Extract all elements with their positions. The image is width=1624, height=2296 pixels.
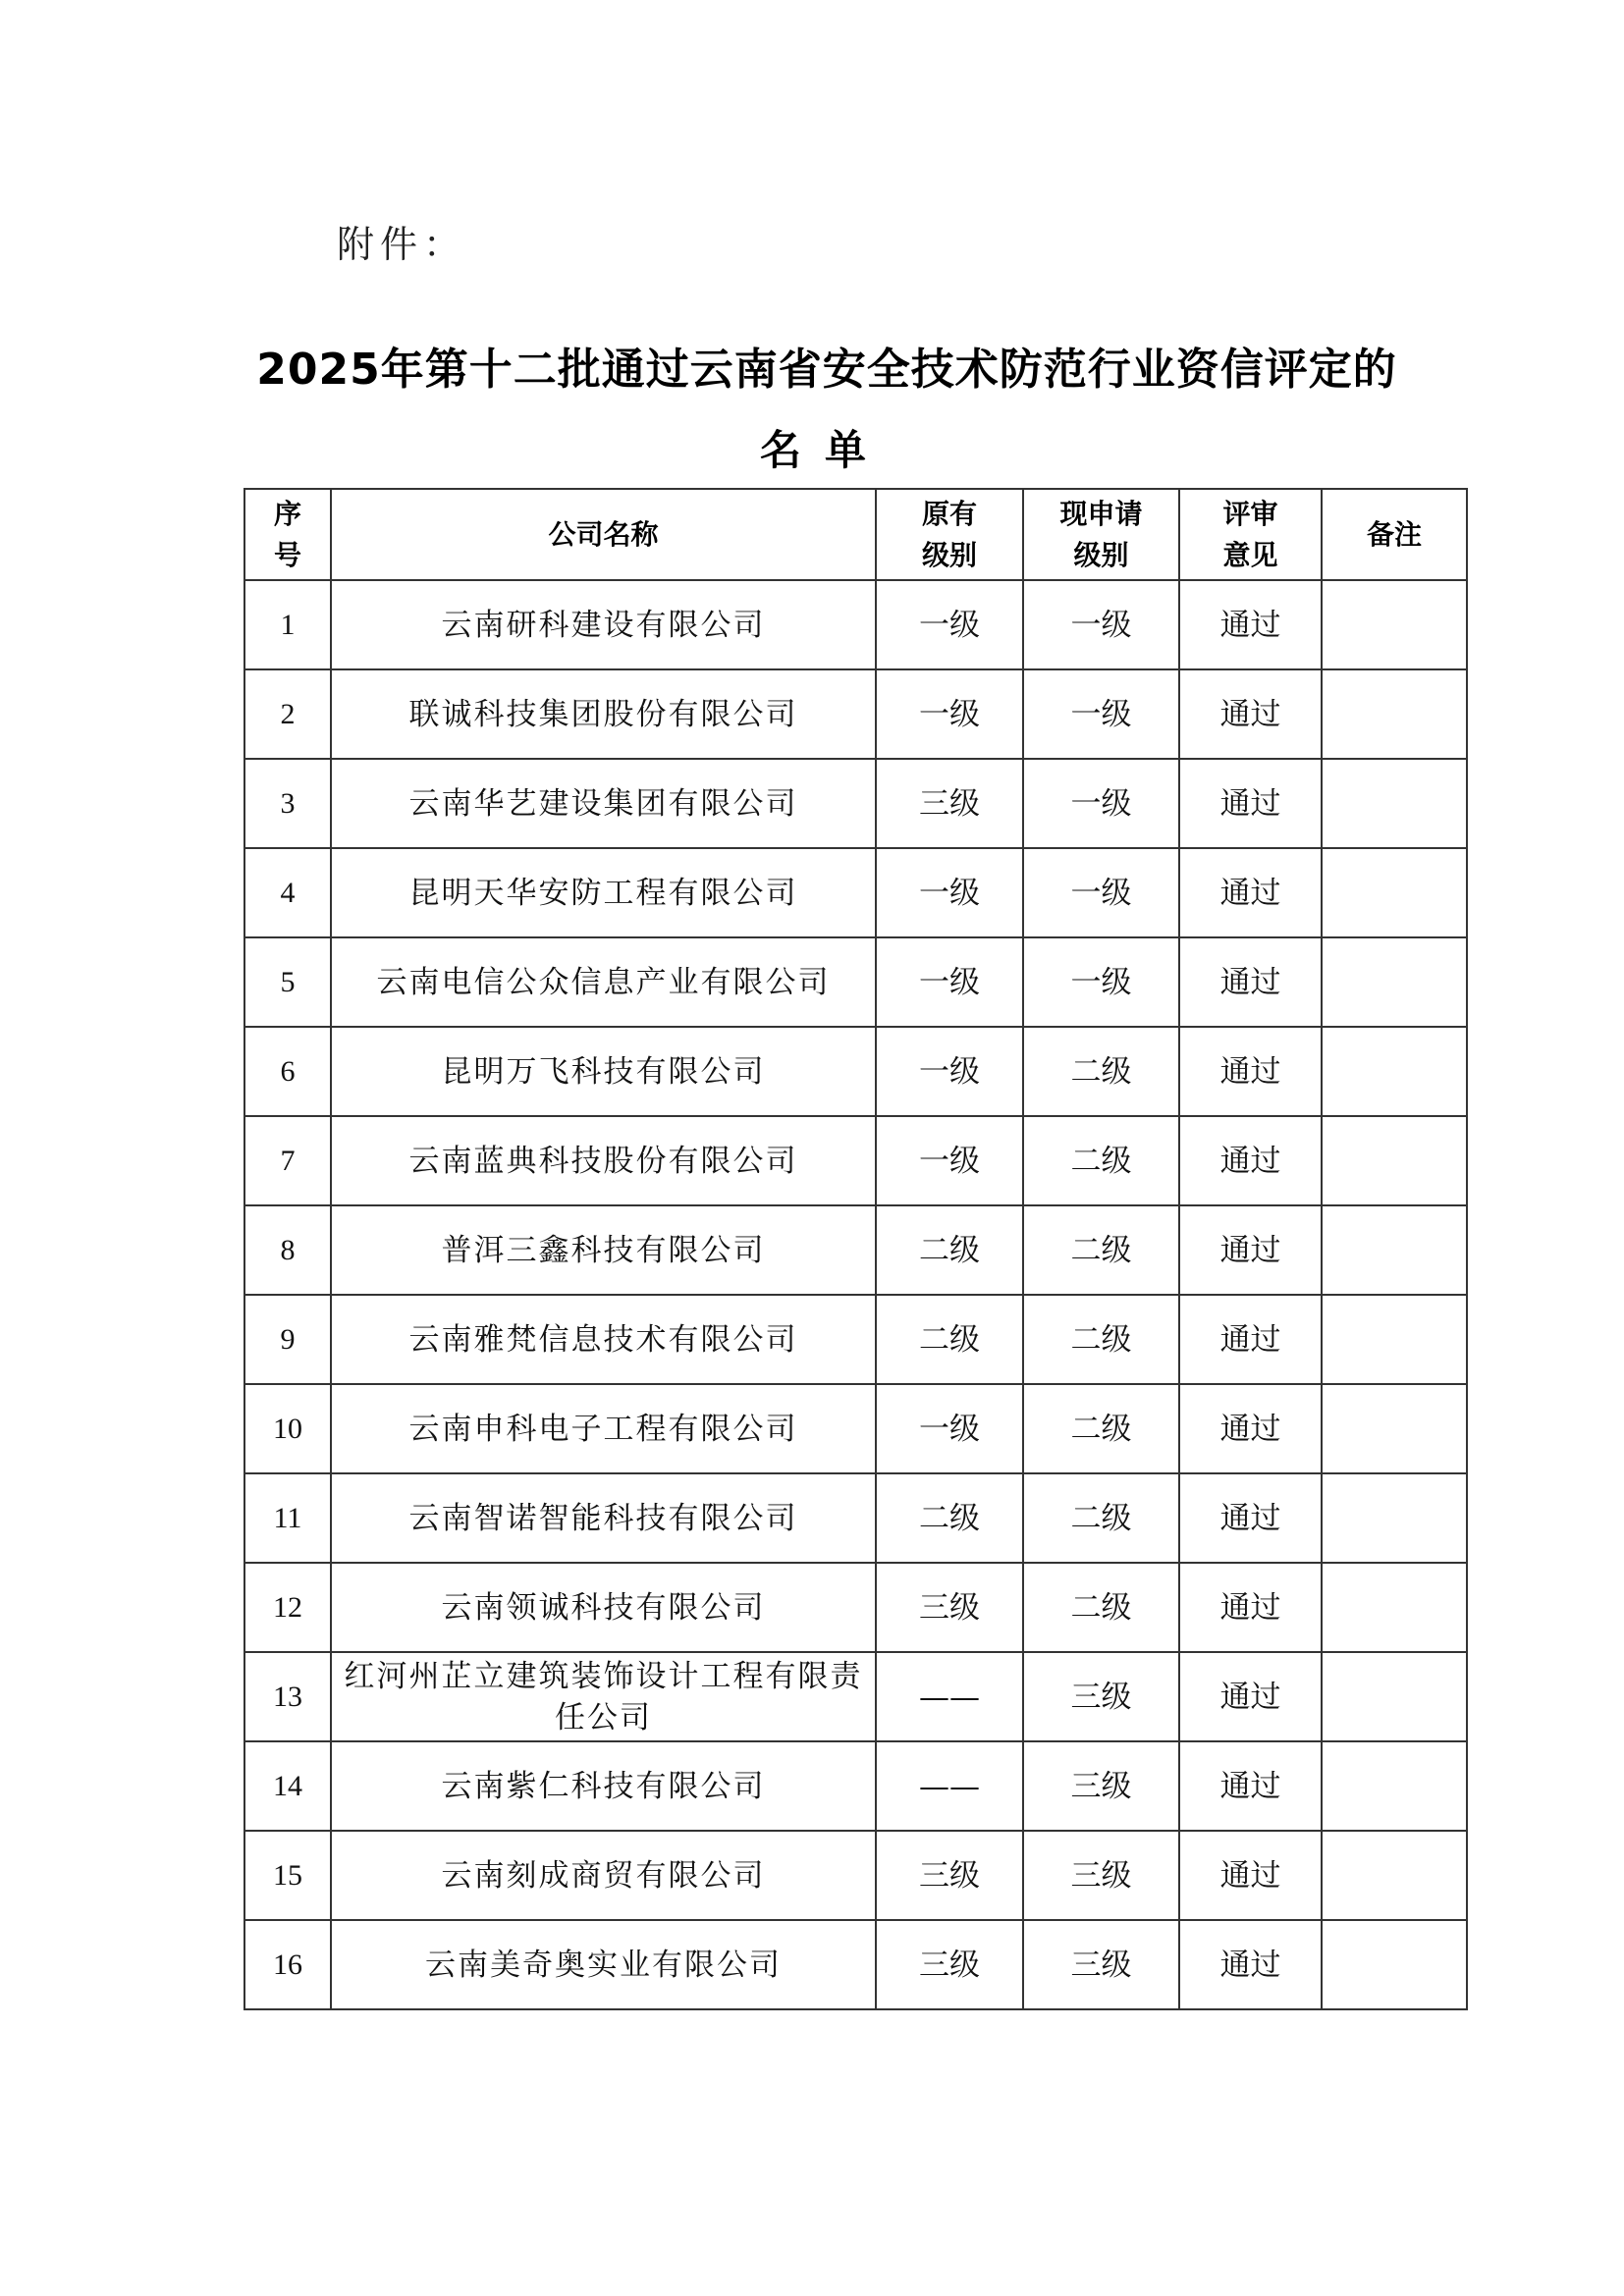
cell-index: 12 bbox=[244, 1563, 331, 1652]
cell-review-opinion: 通过 bbox=[1179, 669, 1322, 759]
cell-remarks bbox=[1322, 1205, 1467, 1295]
cell-company-name: 云南雅梵信息技术有限公司 bbox=[331, 1295, 876, 1384]
cell-company-name: 昆明天华安防工程有限公司 bbox=[331, 848, 876, 937]
cell-review-opinion: 通过 bbox=[1179, 759, 1322, 848]
cell-index: 2 bbox=[244, 669, 331, 759]
cell-applied-level: 二级 bbox=[1023, 1384, 1179, 1473]
cell-review-opinion: 通过 bbox=[1179, 1920, 1322, 2009]
cell-applied-level: 三级 bbox=[1023, 1741, 1179, 1831]
cell-applied-level: 二级 bbox=[1023, 1027, 1179, 1116]
cell-applied-level: 一级 bbox=[1023, 759, 1179, 848]
cell-review-opinion: 通过 bbox=[1179, 580, 1322, 669]
cell-original-level: 一级 bbox=[876, 937, 1023, 1027]
cell-review-opinion: 通过 bbox=[1179, 1205, 1322, 1295]
cell-remarks bbox=[1322, 1116, 1467, 1205]
cell-applied-level: 二级 bbox=[1023, 1295, 1179, 1384]
cell-applied-level: 三级 bbox=[1023, 1831, 1179, 1920]
cell-original-level: 一级 bbox=[876, 1116, 1023, 1205]
table-row bbox=[244, 580, 1467, 669]
cell-company-name: 云南华艺建设集团有限公司 bbox=[331, 759, 876, 848]
cell-remarks bbox=[1322, 1027, 1467, 1116]
cell-original-level: 三级 bbox=[876, 1831, 1023, 1920]
cell-remarks bbox=[1322, 1652, 1467, 1741]
cell-review-opinion: 通过 bbox=[1179, 848, 1322, 937]
cell-original-level: 一级 bbox=[876, 1384, 1023, 1473]
document-title: 2025年第十二批通过云南省安全技术防范行业资信评定的 bbox=[256, 345, 1397, 395]
cell-review-opinion: 通过 bbox=[1179, 1116, 1322, 1205]
cell-index: 10 bbox=[244, 1384, 331, 1473]
table-row bbox=[244, 1295, 1467, 1384]
cell-index: 15 bbox=[244, 1831, 331, 1920]
cell-company-name: 云南智诺智能科技有限公司 bbox=[331, 1473, 876, 1563]
cell-company-name: 红河州芷立建筑装饰设计工程有限责任公司 bbox=[331, 1652, 876, 1741]
cell-remarks bbox=[1322, 1831, 1467, 1920]
cell-remarks bbox=[1322, 1741, 1467, 1831]
cell-original-level: 一级 bbox=[876, 669, 1023, 759]
cell-review-opinion: 通过 bbox=[1179, 937, 1322, 1027]
cell-original-level: 一级 bbox=[876, 1027, 1023, 1116]
cell-original-level: 一级 bbox=[876, 848, 1023, 937]
cell-original-level: 三级 bbox=[876, 1563, 1023, 1652]
cell-index: 3 bbox=[244, 759, 331, 848]
company-list-table bbox=[244, 488, 1468, 2010]
cell-index: 16 bbox=[244, 1920, 331, 2009]
header-index: 序 号 bbox=[244, 489, 331, 580]
cell-original-level: —— bbox=[876, 1741, 1023, 1831]
cell-index: 7 bbox=[244, 1116, 331, 1205]
cell-remarks bbox=[1322, 1473, 1467, 1563]
cell-applied-level: 二级 bbox=[1023, 1205, 1179, 1295]
table-row bbox=[244, 1563, 1467, 1652]
cell-review-opinion: 通过 bbox=[1179, 1295, 1322, 1384]
cell-applied-level: 一级 bbox=[1023, 669, 1179, 759]
header-original-level: 原有 级别 bbox=[876, 489, 1023, 580]
cell-remarks bbox=[1322, 1384, 1467, 1473]
cell-remarks bbox=[1322, 1920, 1467, 2009]
header-review-opinion: 评审 意见 bbox=[1179, 489, 1322, 580]
cell-review-opinion: 通过 bbox=[1179, 1741, 1322, 1831]
cell-applied-level: 二级 bbox=[1023, 1563, 1179, 1652]
cell-original-level: —— bbox=[876, 1652, 1023, 1741]
cell-review-opinion: 通过 bbox=[1179, 1831, 1322, 1920]
cell-company-name: 云南领诚科技有限公司 bbox=[331, 1563, 876, 1652]
cell-company-name: 普洱三鑫科技有限公司 bbox=[331, 1205, 876, 1295]
cell-applied-level: 三级 bbox=[1023, 1920, 1179, 2009]
cell-company-name: 联诚科技集团股份有限公司 bbox=[331, 669, 876, 759]
table-row bbox=[244, 1920, 1467, 2009]
header-remarks: 备注 bbox=[1322, 489, 1467, 580]
cell-original-level: 二级 bbox=[876, 1473, 1023, 1563]
cell-index: 8 bbox=[244, 1205, 331, 1295]
cell-remarks bbox=[1322, 1563, 1467, 1652]
table-row bbox=[244, 1205, 1467, 1295]
table-row bbox=[244, 1652, 1467, 1741]
cell-review-opinion: 通过 bbox=[1179, 1384, 1322, 1473]
cell-original-level: 二级 bbox=[876, 1205, 1023, 1295]
table-row bbox=[244, 848, 1467, 937]
cell-applied-level: 三级 bbox=[1023, 1652, 1179, 1741]
table-header-row bbox=[244, 489, 1467, 580]
cell-applied-level: 一级 bbox=[1023, 937, 1179, 1027]
cell-company-name: 云南申科电子工程有限公司 bbox=[331, 1384, 876, 1473]
cell-company-name: 云南研科建设有限公司 bbox=[331, 580, 876, 669]
cell-review-opinion: 通过 bbox=[1179, 1473, 1322, 1563]
table-row bbox=[244, 1473, 1467, 1563]
header-applied-level: 现申请 级别 bbox=[1023, 489, 1179, 580]
cell-review-opinion: 通过 bbox=[1179, 1652, 1322, 1741]
cell-remarks bbox=[1322, 580, 1467, 669]
cell-applied-level: 一级 bbox=[1023, 848, 1179, 937]
cell-index: 9 bbox=[244, 1295, 331, 1384]
table-row bbox=[244, 1027, 1467, 1116]
table-row bbox=[244, 1384, 1467, 1473]
cell-company-name: 云南电信公众信息产业有限公司 bbox=[331, 937, 876, 1027]
cell-company-name: 昆明万飞科技有限公司 bbox=[331, 1027, 876, 1116]
cell-index: 13 bbox=[244, 1652, 331, 1741]
cell-remarks bbox=[1322, 759, 1467, 848]
cell-applied-level: 二级 bbox=[1023, 1473, 1179, 1563]
cell-index: 14 bbox=[244, 1741, 331, 1831]
document-subtitle: 名单 bbox=[759, 426, 890, 474]
table-row bbox=[244, 1741, 1467, 1831]
cell-index: 1 bbox=[244, 580, 331, 669]
cell-company-name: 云南刻成商贸有限公司 bbox=[331, 1831, 876, 1920]
cell-applied-level: 二级 bbox=[1023, 1116, 1179, 1205]
cell-company-name: 云南紫仁科技有限公司 bbox=[331, 1741, 876, 1831]
cell-index: 6 bbox=[244, 1027, 331, 1116]
table-row bbox=[244, 1831, 1467, 1920]
cell-original-level: 三级 bbox=[876, 759, 1023, 848]
cell-remarks bbox=[1322, 1295, 1467, 1384]
cell-review-opinion: 通过 bbox=[1179, 1027, 1322, 1116]
cell-company-name: 云南蓝典科技股份有限公司 bbox=[331, 1116, 876, 1205]
table-row bbox=[244, 937, 1467, 1027]
cell-remarks bbox=[1322, 669, 1467, 759]
table-row bbox=[244, 1116, 1467, 1205]
table-row bbox=[244, 669, 1467, 759]
table-row bbox=[244, 759, 1467, 848]
cell-index: 5 bbox=[244, 937, 331, 1027]
cell-original-level: 三级 bbox=[876, 1920, 1023, 2009]
cell-review-opinion: 通过 bbox=[1179, 1563, 1322, 1652]
cell-company-name: 云南美奇奥实业有限公司 bbox=[331, 1920, 876, 2009]
cell-applied-level: 一级 bbox=[1023, 580, 1179, 669]
cell-index: 11 bbox=[244, 1473, 331, 1563]
cell-original-level: 二级 bbox=[876, 1295, 1023, 1384]
cell-index: 4 bbox=[244, 848, 331, 937]
cell-remarks bbox=[1322, 848, 1467, 937]
header-company-name: 公司名称 bbox=[331, 489, 876, 580]
attachment-label: 附件： bbox=[337, 223, 467, 266]
cell-original-level: 一级 bbox=[876, 580, 1023, 669]
cell-remarks bbox=[1322, 937, 1467, 1027]
